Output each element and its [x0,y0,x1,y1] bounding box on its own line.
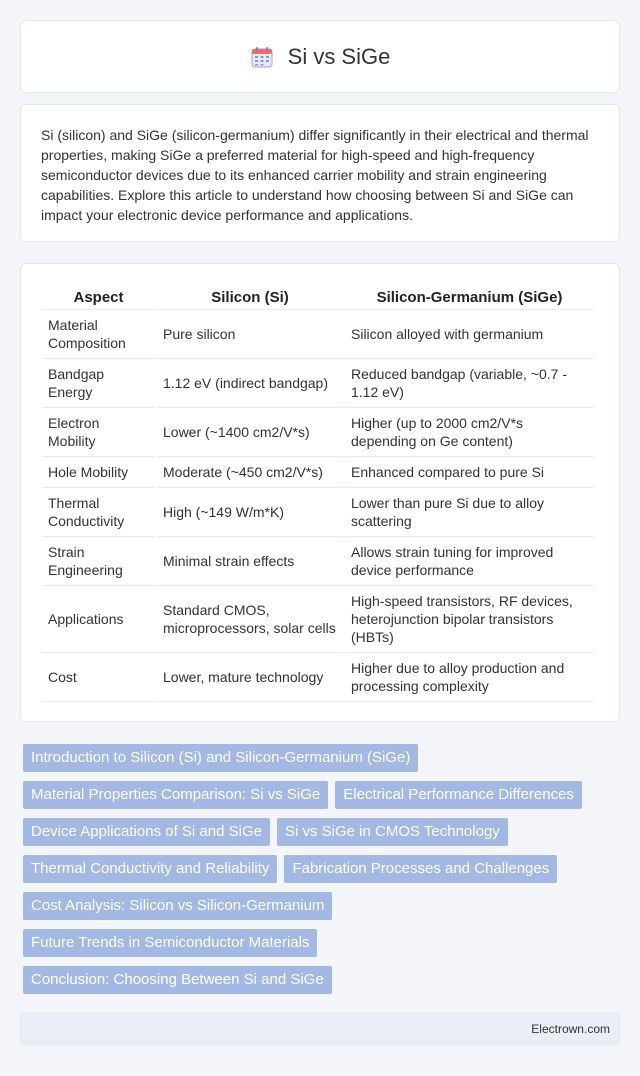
topic-tag-link[interactable]: Device Applications of Si and SiGe [23,818,270,846]
table-cell: Cost [42,653,155,702]
header-card [20,20,620,93]
table-cell: Silicon alloyed with germanium [345,310,594,359]
tag-row [23,892,623,929]
table-cell: Bandgap Energy [42,359,155,408]
table-cell: Higher (up to 2000 cm2/V*s depending on Ge content) [345,408,594,457]
table-cell: Applications [42,586,155,653]
tag-row [23,929,623,966]
table-row [42,537,594,586]
table-cell: Material Composition [42,310,155,359]
table-cell: Minimal strain effects [157,537,343,586]
table-cell: Hole Mobility [42,457,155,488]
table-cell: Moderate (~450 cm2/V*s) [157,457,343,488]
tag-row [23,966,623,1003]
table-cell: Enhanced compared to pure Si [345,457,594,488]
topic-tag-link[interactable]: Thermal Conductivity and Reliability [23,855,277,883]
topic-tag-link[interactable]: Conclusion: Choosing Between Si and SiGe [23,966,332,994]
tag-row [23,818,623,855]
intro-card [20,104,620,242]
topic-tag-link[interactable]: Introduction to Silicon (Si) and Silicon-Germanium (SiGe) [23,744,418,772]
table-cell: Lower than pure Si due to alloy scattering [345,488,594,537]
column-header: Silicon (Si) [157,282,343,310]
table-cell: 1.12 eV (indirect bandgap) [157,359,343,408]
table-cell: Electron Mobility [42,408,155,457]
table-row [42,586,594,653]
topic-tag-link[interactable]: Fabrication Processes and Challenges [284,855,557,883]
table-cell: Allows strain tuning for improved device performance [345,537,594,586]
table-cell: Lower (~1400 cm2/V*s) [157,408,343,457]
comparison-table [40,282,596,702]
table-cell: Pure silicon [157,310,343,359]
intro-text: Si (silicon) and SiGe (silicon-germanium) differ significantly in their electrical and thermal properties, making SiGe a preferred material for high-speed and high-frequency semiconductor devices due to its enhanced carrier mobility and strain engineering capabilities. Explore this article to understand how choosing between Si and SiGe can impact your electronic device performance and applications. [41,127,589,223]
topic-tag-link[interactable]: Cost Analysis: Silicon vs Silicon-Germanium [23,892,332,920]
footer-brand[interactable]: Electrown.com [531,1022,610,1036]
table-row [42,457,594,488]
table-header-row [42,282,594,310]
topic-tag-link[interactable]: Si vs SiGe in CMOS Technology [277,818,508,846]
table-cell: High (~149 W/m*K) [157,488,343,537]
table-cell: Standard CMOS, microprocessors, solar cells [157,586,343,653]
column-header: Aspect [42,282,155,310]
table-cell: High-speed transistors, RF devices, heterojunction bipolar transistors (HBTs) [345,586,594,653]
table-cell: Higher due to alloy production and processing complexity [345,653,594,702]
table-cell: Strain Engineering [42,537,155,586]
tag-row [23,781,623,818]
table-cell: Reduced bandgap (variable, ~0.7 - 1.12 eV) [345,359,594,408]
table-cell: Lower, mature technology [157,653,343,702]
topic-tag-link[interactable]: Electrical Performance Differences [335,781,582,809]
tag-row [23,855,623,892]
table-row [42,359,594,408]
table-row [42,310,594,359]
topic-tag-link[interactable]: Material Properties Comparison: Si vs SiGe [23,781,328,809]
calendar-icon [250,45,274,69]
page-title: Si vs SiGe [287,43,391,69]
table-row [42,408,594,457]
footer [20,1012,620,1046]
table-cell: Thermal Conductivity [42,488,155,537]
table-row [42,653,594,702]
topic-tag-link[interactable]: Future Trends in Semiconductor Materials [23,929,317,957]
table-row [42,488,594,537]
comparison-table-card [20,263,620,722]
tag-row [23,744,623,781]
column-header: Silicon-Germanium (SiGe) [345,282,594,310]
topic-tags [23,744,623,1003]
